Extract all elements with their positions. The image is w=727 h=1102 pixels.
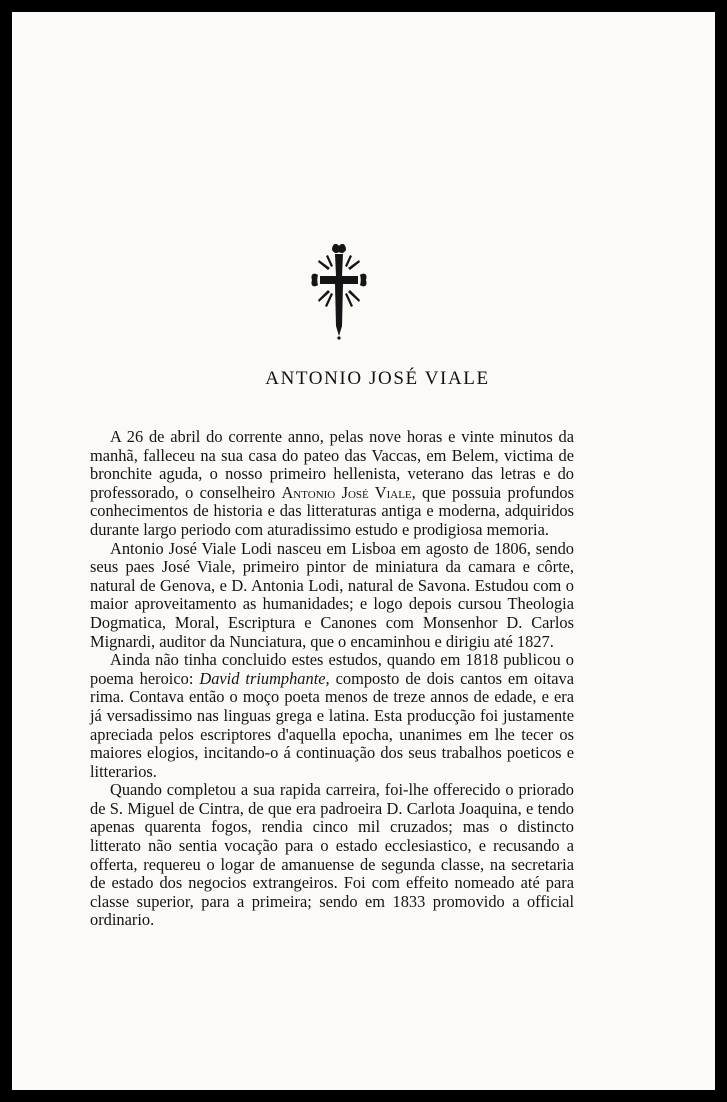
paragraph-3-lead: Ainda não tinha concluido estes estudos, quando em 1818 publicou o poema heroico: xyxy=(90,650,574,688)
paragraph-3 xyxy=(90,651,574,781)
paragraph-3-tail: composto de dois cantos em oitava rima. Contava então o moço poeta menos de treze annos de edade, e era já versadissimo nas linguas grega e latina. Esta producção foi justamente apreciada pelos escriptores d'aquella epocha, unanimes em lhe tecer os maiores elogios, incitando-o á continuação dos seus trabalhos poeticos e litterarios. xyxy=(90,668,574,781)
document-page xyxy=(12,12,715,1090)
person-name: Antonio José Viale xyxy=(281,482,412,502)
article-body xyxy=(90,428,574,930)
work-title: David triumphante, xyxy=(199,668,330,688)
paragraph-1 xyxy=(90,428,574,540)
cross-ornament-icon xyxy=(308,240,370,342)
paragraph-1-lead: A 26 de abril do corrente anno, pelas nove horas e vinte minutos da manhã, falleceu na sua casa do pateo das Vaccas, em Belem, victima de bronchite aguda, o nosso primeiro hellenista, veterano das letras e do professorado, o conselheiro xyxy=(90,427,574,502)
article-title: ANTONIO JOSÉ VIALE xyxy=(265,368,490,389)
paragraph-2: Antonio José Viale Lodi nasceu em Lisboa em agosto de 1806, sendo seus paes José Viale, primeiro pintor de miniatura da camara e côrte, natural de Genova, e D. Antonia Lodi, natural de Savona. Estudou com o maior aproveitamento as humanidades; e logo depois cursou Theologia Dogmatica, Moral, Escriptura e Canones com Monsenhor D. Carlos Mignardi, auditor da Nunciatura, que o encaminhou e dirigiu até 1827. xyxy=(90,538,574,651)
paragraph-1-tail: , que possuia profundos conhecimentos de historia e das litteraturas antiga e moderna, adquiridos durante largo periodo com aturadissimo estudo e prodigiosa memoria. xyxy=(90,482,574,539)
paragraph-4: Quando completou a sua rapida carreira, foi-lhe offerecido o priorado de S. Miguel de Cintra, de que era padroeira D. Carlota Joaquina, e tendo apenas quarenta fogos, rendia cinco mil cruzados; mas o distincto litterato não sentia vocação para o estado ecclesiastico, e recusando a offerta, requereu o logar de amanuense de segunda classe, na secretaria de estado dos negocios extrangeiros. Foi com effeito nomeado até para classe superior, para a primeira; sendo em 1833 promovido a official ordinario. xyxy=(90,780,574,930)
